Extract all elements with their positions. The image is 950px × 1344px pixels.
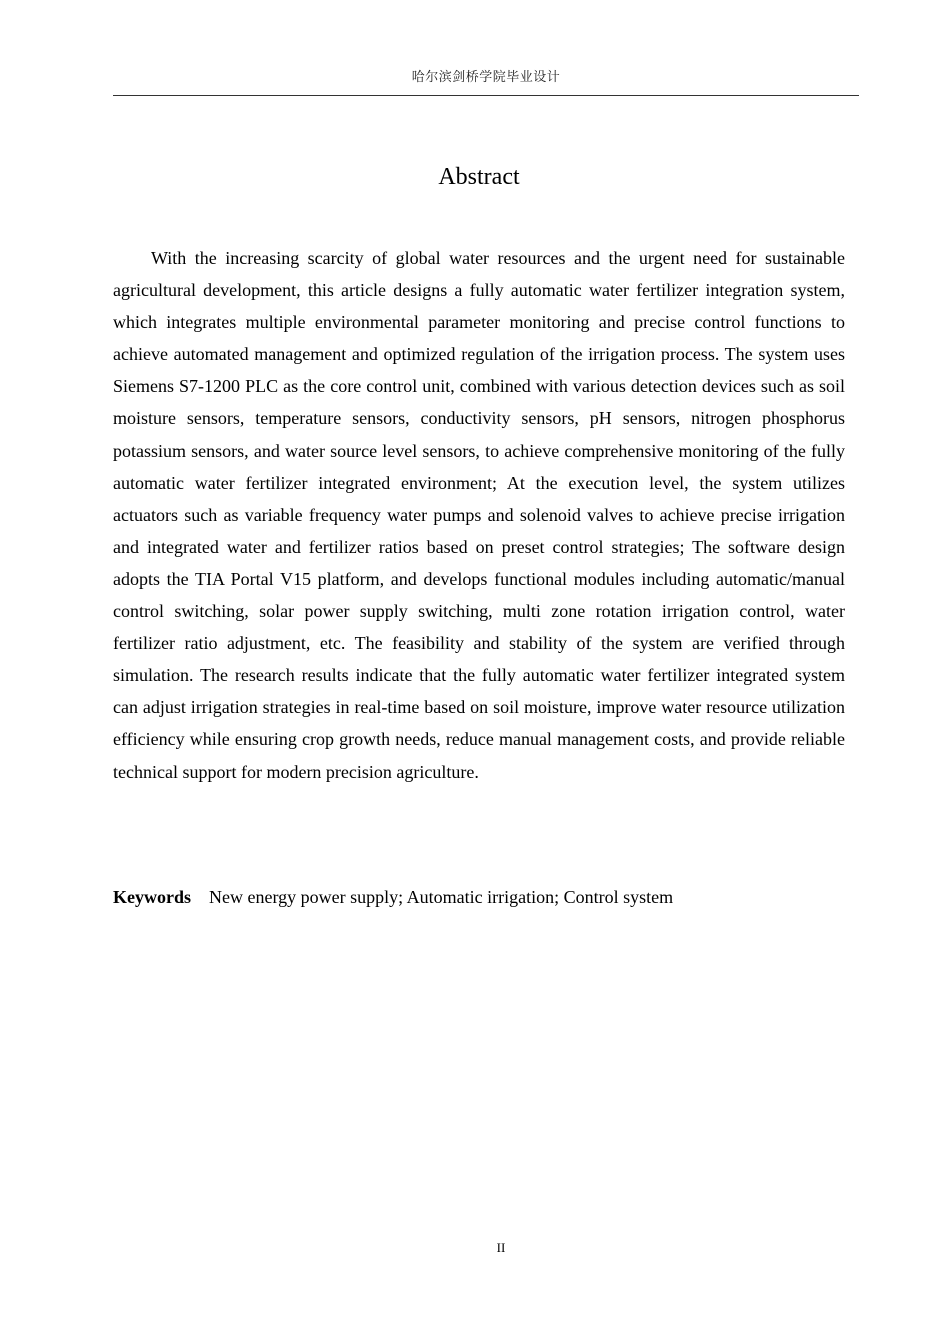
- abstract-paragraph: With the increasing scarcity of global water resources and the urgent need for sustainable agricultural development, this article designs a fully automatic water fertilizer integration system, which integrates multiple environmental parameter monitoring and precise control functions to achieve automated management and optimized regulation of the irrigation process. The system uses Siemens S7-1200 PLC as the core control unit, combined with various detection devices such as soil moisture sensors, temperature sensors, conductivity sensors, pH sensors, nitrogen phosphorus potassium sensors, and water source level sensors, to achieve comprehensive monitoring of the fully automatic water fertilizer integrated environment; At the execution level, the system utilizes actuators such as variable frequency water pumps and solenoid valves to achieve precise irrigation and integrated water and fertilizer ratios based on preset control strategies; The software design adopts the TIA Portal V15 platform, and develops functional modules including automatic/manual control switching, solar power supply switching, multi zone rotation irrigation control, water fertilizer ratio adjustment, etc. The feasibility and stability of the system are verified through simulation. The research results indicate that the fully automatic water fertilizer integrated system can adjust irrigation strategies in real-time based on soil moisture, improve water resource utilization efficiency while ensuring crop growth needs, reduce manual management costs, and provide reliable technical support for modern precision agriculture.: [113, 248, 845, 782]
- page-title: Abstract: [438, 164, 520, 190]
- keywords-line: [113, 881, 853, 913]
- keywords-text: New energy power supply; Automatic irrigation; Control system: [209, 887, 674, 907]
- page-number: II: [496, 1240, 506, 1255]
- keywords-label: Keywords: [113, 887, 191, 907]
- header-divider: [113, 95, 859, 96]
- running-header: 哈尔滨剑桥学院毕业设计: [411, 70, 561, 85]
